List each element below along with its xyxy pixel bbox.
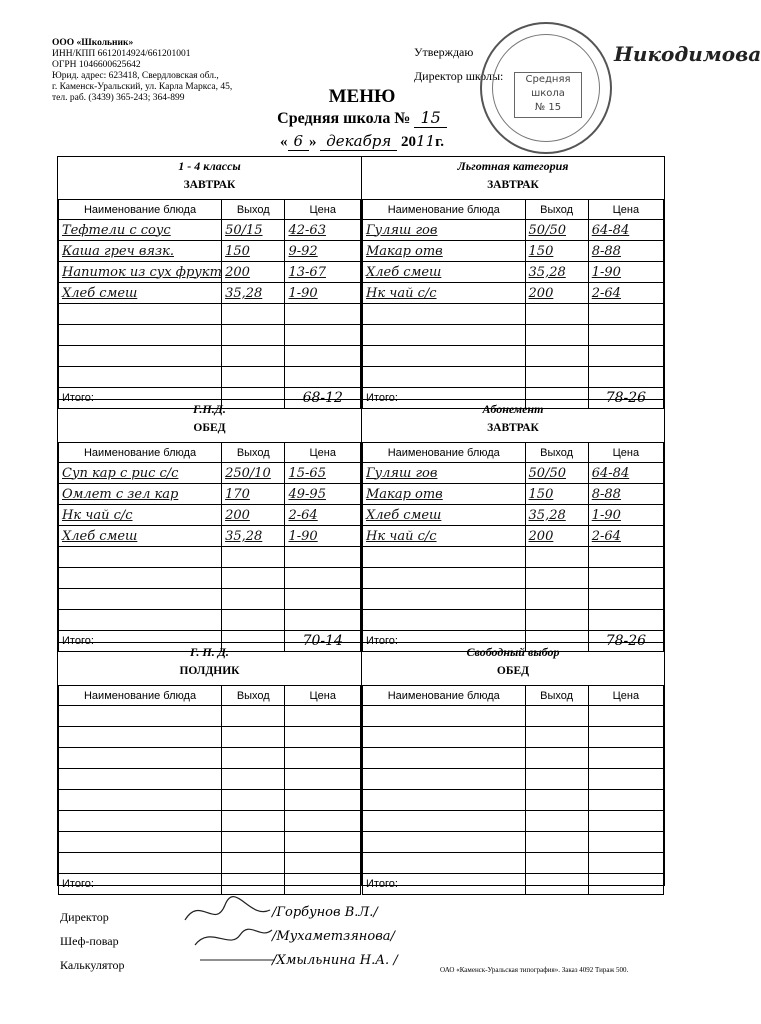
dish-price xyxy=(588,346,663,367)
dish-name xyxy=(59,325,222,346)
director-school-label: Директор школы: xyxy=(414,69,504,83)
dish-name: Нк чай с/с xyxy=(59,505,222,526)
column-header-output: Выход xyxy=(525,686,588,706)
dish-output xyxy=(525,346,588,367)
dish-output: 200 xyxy=(222,262,285,283)
dish-output: 150 xyxy=(222,241,285,262)
table-row xyxy=(59,610,361,631)
section-category: 1 - 4 классы xyxy=(178,159,241,173)
dish-price: 8-88 xyxy=(588,484,663,505)
dish-price xyxy=(588,853,663,874)
dish-output xyxy=(222,832,285,853)
column-header-price: Цена xyxy=(588,200,663,220)
dish-price: 2-64 xyxy=(588,283,663,304)
table-row xyxy=(363,463,664,484)
menu-table xyxy=(362,199,664,409)
column-header-price: Цена xyxy=(588,686,663,706)
section-category: Свободный выбор xyxy=(466,645,560,659)
dish-price xyxy=(285,769,361,790)
dish-name xyxy=(363,832,526,853)
approve-label: Утверждаю xyxy=(414,45,474,59)
total-label: Итого: xyxy=(59,874,222,895)
column-header-price: Цена xyxy=(285,443,361,463)
director-name: /Горбунов В.Л./ xyxy=(272,905,378,920)
dish-price xyxy=(285,304,361,325)
signature-scribbles xyxy=(180,890,280,970)
section-meal: ПОЛДНИК xyxy=(179,665,240,677)
dish-price xyxy=(285,790,361,811)
total-label: Итого: xyxy=(59,388,222,409)
dish-output: 200 xyxy=(222,505,285,526)
menu-section xyxy=(361,399,665,649)
dish-output: 50/15 xyxy=(222,220,285,241)
print-footer: ОАО «Каменск-Уральская типография». Заказ 4092 Тираж 500. xyxy=(440,966,629,974)
table-row xyxy=(363,262,664,283)
dish-output xyxy=(222,346,285,367)
dish-price: 9-92 xyxy=(285,241,361,262)
table-row xyxy=(363,283,664,304)
org-address-line-2: г. Каменск-Уральский, ул. Карла Маркса, 45, xyxy=(52,82,233,92)
dish-output xyxy=(525,811,588,832)
dish-output xyxy=(222,568,285,589)
column-header-name: Наименование блюда xyxy=(363,443,526,463)
dish-name: Хлеб смеш xyxy=(363,262,526,283)
dish-price: 64-84 xyxy=(588,463,663,484)
menu-section xyxy=(361,156,665,406)
dish-name xyxy=(363,589,526,610)
section-category: Абонемент xyxy=(482,402,544,416)
menu-table xyxy=(362,685,664,895)
column-header-name: Наименование блюда xyxy=(363,686,526,706)
table-row xyxy=(363,346,664,367)
school-line xyxy=(0,108,724,128)
column-header-output: Выход xyxy=(222,443,285,463)
dish-name: Хлеб смеш xyxy=(59,283,222,304)
dish-name xyxy=(363,706,526,727)
table-row xyxy=(363,505,664,526)
dish-name xyxy=(59,769,222,790)
dish-price xyxy=(285,367,361,388)
dish-output: 35,28 xyxy=(525,262,588,283)
section-category: Льготная категория xyxy=(457,159,569,173)
stamp-line-1: Средняя xyxy=(525,74,571,85)
section-meal: ОБЕД xyxy=(193,422,226,434)
column-header-output: Выход xyxy=(525,200,588,220)
total-value: 70-14 xyxy=(285,631,361,652)
dish-name xyxy=(363,610,526,631)
dish-output xyxy=(222,325,285,346)
dish-price: 1-90 xyxy=(588,262,663,283)
menu-section xyxy=(57,399,362,649)
total-value: 78-26 xyxy=(588,388,663,409)
dish-name: Напиток из сух фрукт xyxy=(59,262,222,283)
dish-price: 49-95 xyxy=(285,484,361,505)
total-label: Итого: xyxy=(363,388,526,409)
dish-output xyxy=(525,325,588,346)
table-row xyxy=(363,589,664,610)
org-phone: тел. раб. (3439) 365-243; 364-899 xyxy=(52,93,185,103)
calculator-name: /Хмыльнина Н.А. / xyxy=(272,953,398,968)
dish-price xyxy=(588,304,663,325)
dish-output xyxy=(525,706,588,727)
table-row xyxy=(59,748,361,769)
column-header-name: Наименование блюда xyxy=(59,443,222,463)
menu-section xyxy=(361,642,665,890)
dish-price: 2-64 xyxy=(588,526,663,547)
dish-name xyxy=(363,811,526,832)
dish-name xyxy=(59,589,222,610)
total-blank xyxy=(525,874,588,895)
dish-price: 1-90 xyxy=(285,526,361,547)
table-row xyxy=(59,367,361,388)
dish-output xyxy=(222,547,285,568)
dish-name xyxy=(59,568,222,589)
dish-price xyxy=(588,589,663,610)
table-row xyxy=(59,727,361,748)
dish-price: 1-90 xyxy=(588,505,663,526)
dish-price: 2-64 xyxy=(285,505,361,526)
table-row xyxy=(363,568,664,589)
dish-name xyxy=(59,346,222,367)
dish-output xyxy=(525,547,588,568)
dish-price xyxy=(285,547,361,568)
dish-output: 150 xyxy=(525,241,588,262)
column-header-price: Цена xyxy=(285,200,361,220)
org-inn: ИНН/КПП 6612014924/661201001 xyxy=(52,49,191,59)
dish-name xyxy=(59,832,222,853)
table-row xyxy=(59,505,361,526)
school-prefix: Средняя школа № xyxy=(277,110,411,127)
director-signature: Никодимова xyxy=(614,42,761,66)
table-row xyxy=(363,706,664,727)
dish-output: 50/50 xyxy=(525,220,588,241)
dish-price xyxy=(588,367,663,388)
dish-name xyxy=(59,610,222,631)
dish-output xyxy=(222,769,285,790)
dish-price xyxy=(285,610,361,631)
dish-name: Каша греч вязк. xyxy=(59,241,222,262)
table-row xyxy=(363,811,664,832)
school-number: 15 xyxy=(414,108,446,128)
table-row xyxy=(59,262,361,283)
total-label: Итого: xyxy=(363,874,526,895)
table-row xyxy=(363,748,664,769)
total-value xyxy=(285,874,361,895)
dish-name xyxy=(59,706,222,727)
table-row xyxy=(363,526,664,547)
table-row xyxy=(59,526,361,547)
dish-output xyxy=(525,610,588,631)
total-value: 68-12 xyxy=(285,388,361,409)
dish-output: 150 xyxy=(525,484,588,505)
dish-output xyxy=(222,811,285,832)
dish-price xyxy=(285,568,361,589)
section-meal: ЗАВТРАК xyxy=(183,179,236,191)
dish-output xyxy=(525,748,588,769)
dish-name: Суп кар с рис с/с xyxy=(59,463,222,484)
table-row xyxy=(59,706,361,727)
section-meal: ЗАВТРАК xyxy=(487,179,539,191)
dish-price xyxy=(588,748,663,769)
menu-table xyxy=(58,685,361,895)
org-ogrn: ОГРН 1046600625642 xyxy=(52,60,141,70)
dish-name xyxy=(363,547,526,568)
total-label: Итого: xyxy=(363,631,526,652)
director-label: Директор xyxy=(60,910,109,924)
dish-name xyxy=(363,748,526,769)
table-row xyxy=(59,346,361,367)
section-category: Г.П.Д. xyxy=(193,402,226,416)
dish-name xyxy=(59,811,222,832)
dish-name xyxy=(59,748,222,769)
total-value: 78-26 xyxy=(588,631,663,652)
dish-price xyxy=(588,547,663,568)
column-header-price: Цена xyxy=(588,443,663,463)
dish-output xyxy=(525,568,588,589)
dish-name xyxy=(363,568,526,589)
column-header-name: Наименование блюда xyxy=(363,200,526,220)
dish-name xyxy=(363,853,526,874)
dish-output xyxy=(525,589,588,610)
section-meal: ОБЕД xyxy=(496,665,530,677)
dish-price xyxy=(588,727,663,748)
total-value xyxy=(588,874,663,895)
table-row xyxy=(59,589,361,610)
dish-name: Нк чай с/с xyxy=(363,283,526,304)
table-row xyxy=(363,325,664,346)
org-name: ООО «Школьник» xyxy=(52,38,134,48)
dish-name xyxy=(363,346,526,367)
dish-name xyxy=(363,304,526,325)
dish-price xyxy=(588,769,663,790)
dish-output xyxy=(222,727,285,748)
dish-output: 35,28 xyxy=(525,505,588,526)
chef-name: /Мухаметзянова/ xyxy=(272,929,395,944)
dish-price xyxy=(588,610,663,631)
dish-output: 35,28 xyxy=(222,283,285,304)
menu-section xyxy=(57,156,362,406)
dish-output xyxy=(222,304,285,325)
dish-name xyxy=(59,790,222,811)
dish-price xyxy=(285,811,361,832)
dish-price xyxy=(285,727,361,748)
table-row xyxy=(59,220,361,241)
dish-name xyxy=(363,769,526,790)
table-row xyxy=(59,832,361,853)
dish-price: 42-63 xyxy=(285,220,361,241)
dish-output xyxy=(222,790,285,811)
menu-table xyxy=(58,442,361,652)
dish-output xyxy=(525,367,588,388)
table-row xyxy=(59,769,361,790)
page-title: МЕНЮ xyxy=(328,86,396,107)
table-header-row xyxy=(363,200,664,220)
dish-name xyxy=(59,367,222,388)
column-header-output: Выход xyxy=(222,686,285,706)
dish-output xyxy=(525,832,588,853)
dish-name: Макар отв xyxy=(363,241,526,262)
signatures-block xyxy=(60,905,124,977)
dish-price: 1-90 xyxy=(285,283,361,304)
table-header-row xyxy=(59,686,361,706)
dish-name xyxy=(59,727,222,748)
dish-output: 250/10 xyxy=(222,463,285,484)
dish-output xyxy=(222,367,285,388)
dish-name xyxy=(363,727,526,748)
section-category: Г. П. Д. xyxy=(190,645,229,659)
dish-price xyxy=(285,853,361,874)
column-header-price: Цена xyxy=(285,686,361,706)
table-row xyxy=(59,304,361,325)
dish-name: Гуляш гов xyxy=(363,463,526,484)
table-row xyxy=(363,769,664,790)
table-row xyxy=(59,325,361,346)
column-header-name: Наименование блюда xyxy=(59,686,222,706)
table-header-row xyxy=(363,443,664,463)
dish-name: Макар отв xyxy=(363,484,526,505)
date-year: 11 xyxy=(416,132,436,150)
table-row xyxy=(363,853,664,874)
dish-output xyxy=(525,727,588,748)
chef-label: Шеф-повар xyxy=(60,934,119,948)
table-row xyxy=(363,304,664,325)
dish-name xyxy=(59,853,222,874)
dish-output: 35,28 xyxy=(222,526,285,547)
dish-output xyxy=(525,769,588,790)
table-row xyxy=(59,853,361,874)
dish-name: Нк чай с/с xyxy=(363,526,526,547)
dish-name: Тефтели с соус xyxy=(59,220,222,241)
dish-price xyxy=(588,325,663,346)
total-row xyxy=(363,874,664,895)
table-row xyxy=(59,811,361,832)
dish-name xyxy=(59,547,222,568)
table-header-row xyxy=(59,200,361,220)
column-header-output: Выход xyxy=(525,443,588,463)
dish-name xyxy=(59,304,222,325)
date-year-prefix: 20 xyxy=(401,134,417,150)
dish-price xyxy=(588,811,663,832)
table-row xyxy=(363,547,664,568)
calculator-label: Калькулятор xyxy=(60,958,125,972)
table-row xyxy=(59,241,361,262)
dish-output xyxy=(222,706,285,727)
dish-output xyxy=(222,589,285,610)
date-day: 6 xyxy=(288,132,310,151)
dish-price xyxy=(285,589,361,610)
dish-output: 50/50 xyxy=(525,463,588,484)
dish-output: 170 xyxy=(222,484,285,505)
dish-output: 200 xyxy=(525,526,588,547)
table-header-row xyxy=(363,686,664,706)
table-row xyxy=(363,484,664,505)
dish-name xyxy=(363,325,526,346)
dish-price xyxy=(588,706,663,727)
dish-price xyxy=(285,346,361,367)
table-row xyxy=(363,241,664,262)
menu-table xyxy=(58,199,361,409)
dish-price xyxy=(588,568,663,589)
table-header-row xyxy=(59,443,361,463)
table-row xyxy=(363,220,664,241)
dish-output xyxy=(525,304,588,325)
table-row xyxy=(59,484,361,505)
dish-output xyxy=(222,610,285,631)
dish-price xyxy=(285,832,361,853)
table-row xyxy=(363,610,664,631)
dish-price: 8-88 xyxy=(588,241,663,262)
dish-output: 200 xyxy=(525,283,588,304)
section-meal: ЗАВТРАК xyxy=(487,422,539,434)
menu-table xyxy=(362,442,664,652)
dish-output xyxy=(525,790,588,811)
dish-price: 15-65 xyxy=(285,463,361,484)
dish-output xyxy=(525,853,588,874)
dish-output xyxy=(222,853,285,874)
dish-name xyxy=(363,367,526,388)
date-end: г. xyxy=(435,134,444,150)
table-row xyxy=(59,547,361,568)
dish-output xyxy=(222,748,285,769)
dish-price: 13-67 xyxy=(285,262,361,283)
dish-price: 64-84 xyxy=(588,220,663,241)
date-month: декабря xyxy=(320,132,397,151)
dish-name: Хлеб смеш xyxy=(59,526,222,547)
table-row xyxy=(59,463,361,484)
table-row xyxy=(59,568,361,589)
table-row xyxy=(59,790,361,811)
column-header-name: Наименование блюда xyxy=(59,200,222,220)
table-row xyxy=(363,832,664,853)
dish-name: Омлет с зел кар xyxy=(59,484,222,505)
dish-name: Хлеб смеш xyxy=(363,505,526,526)
table-row xyxy=(363,790,664,811)
dish-price xyxy=(588,832,663,853)
org-address-line-1: Юрид. адрес: 623418, Свердловская обл., xyxy=(52,71,219,81)
menu-section xyxy=(57,642,362,890)
menu-grid xyxy=(57,156,665,890)
dish-name xyxy=(363,790,526,811)
column-header-output: Выход xyxy=(222,200,285,220)
dish-price xyxy=(285,706,361,727)
dish-name: Гуляш гов xyxy=(363,220,526,241)
total-label: Итого: xyxy=(59,631,222,652)
dish-price xyxy=(285,325,361,346)
table-row xyxy=(363,367,664,388)
date-line: « 6 » декабря 2011г. xyxy=(280,132,444,150)
dish-price xyxy=(588,790,663,811)
dish-price xyxy=(285,748,361,769)
stamp-line-2: школа xyxy=(531,88,565,99)
table-row xyxy=(363,727,664,748)
stamp-line-3: № 15 xyxy=(534,102,562,113)
table-row xyxy=(59,283,361,304)
